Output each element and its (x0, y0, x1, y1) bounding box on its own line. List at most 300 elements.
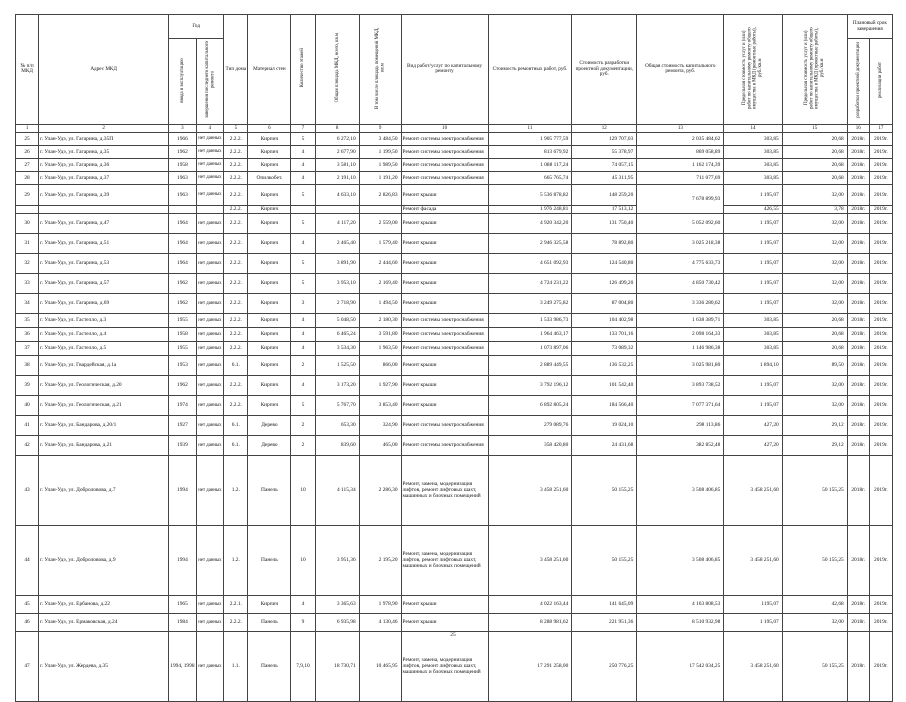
design-cost-cell: 104 402,98 (572, 313, 637, 327)
limit-repair-cell: 427,20 (724, 435, 782, 455)
floors-cell: 4 (291, 158, 315, 171)
repair-cost-cell: 665 765,74 (488, 171, 572, 184)
design-cost-cell: 78 892,80 (572, 233, 637, 253)
total-area-cell: 3 891,90 (315, 253, 359, 273)
row-number: 26 (16, 145, 39, 158)
header-house-type: Тип дома (224, 15, 248, 125)
row-number: 41 (16, 415, 39, 435)
table-row (16, 395, 893, 415)
year-last-repair-cell: нет данных (196, 613, 224, 631)
year-last-repair-cell: нет данных (196, 525, 224, 595)
column-number: 16 (847, 124, 869, 132)
year-last-repair-cell: нет данных (196, 435, 224, 455)
wall-material-cell: Кирпич (248, 145, 291, 158)
house-type-cell: 2.2.2. (224, 341, 248, 355)
premises-area-cell: 2 444,60 (359, 253, 401, 273)
header-year-built: ввода в эксплуатацию (169, 39, 197, 125)
deadline-works-cell: 2019г. (869, 145, 892, 158)
work-type-cell: Ремонт крыши (401, 613, 488, 631)
wall-material-cell: Кирпич (248, 341, 291, 355)
row-number: 43 (16, 455, 39, 525)
premises-area-cell: 3 484,50 (359, 132, 401, 145)
total-area-cell: 1 525,50 (315, 355, 359, 375)
deadline-works-cell: 2019г. (869, 595, 892, 613)
address-cell: г. Улан-Удэ, ул. Ербанова, д.22 (39, 595, 169, 613)
design-cost-cell: 136 532,25 (572, 355, 637, 375)
work-type-cell: Ремонт крыши (401, 184, 488, 205)
deadline-design-cell: 2018г. (847, 355, 869, 375)
table-row (16, 253, 893, 273)
table-row (16, 145, 893, 158)
deadline-works-cell: 2019г. (869, 631, 892, 701)
table-row (16, 525, 893, 595)
limit-design-cell: 32,00 (782, 253, 847, 273)
deadline-works-cell: 2019г. (869, 313, 892, 327)
deadline-design-cell: 2018г. (847, 435, 869, 455)
limit-design-cell: 89,50 (782, 355, 847, 375)
table-row (16, 327, 893, 341)
column-number: 12 (572, 124, 637, 132)
column-number: 9 (359, 124, 401, 132)
year-last-repair-cell: нет данных (196, 184, 224, 205)
header-limit-repair: Предельная стоимость услуг и (или) работ по капитальному ремонту общего имущества в МКД (ремонтные работы), руб./кв.м (724, 15, 782, 125)
table-row (16, 158, 893, 171)
limit-design-cell: 50 155,25 (782, 525, 847, 595)
year-built-cell: 1962 (169, 293, 197, 313)
design-cost-cell: 148 259,20 (572, 184, 637, 205)
column-number: 3 (169, 124, 197, 132)
repair-cost-cell: 2 889 449,55 (488, 355, 572, 375)
house-type-cell: 6.1. (224, 355, 248, 375)
floors-cell: 4 (291, 233, 315, 253)
year-built-cell: 1962 (169, 273, 197, 293)
floors-cell: 4 (291, 327, 315, 341)
total-cost-cell: 711 077,69 (637, 171, 724, 184)
floors-cell: 4 (291, 145, 315, 158)
column-number: 14 (724, 124, 782, 132)
header-design-cost: Стоимость разработки проектной документации, руб. (572, 15, 637, 125)
header-wall-material: Материал стен (248, 15, 291, 125)
repair-cost-cell: 3 249 275,82 (488, 293, 572, 313)
row-number: 42 (16, 435, 39, 455)
total-cost-cell: 382 852,48 (637, 435, 724, 455)
header-repair-cost: Стоимость ремонтных работ, руб. (488, 15, 572, 125)
floors-cell: 3 (291, 293, 315, 313)
year-built-cell: 1962 (169, 375, 197, 395)
wall-material-cell: Опилкобет. (248, 171, 291, 184)
year-last-repair-cell: нет данных (196, 171, 224, 184)
total-cost-cell: 7 077 371,64 (637, 395, 724, 415)
house-type-cell: 2.2.2. (224, 233, 248, 253)
deadline-works-cell: 2019г. (869, 613, 892, 631)
deadline-works-cell: 2019г. (869, 327, 892, 341)
row-number: 46 (16, 613, 39, 631)
premises-area-cell: 1 199,50 (359, 145, 401, 158)
limit-repair-cell: 1 195,07 (724, 253, 782, 273)
total-area-cell: 6 272,10 (315, 132, 359, 145)
wall-material-cell: Панель (248, 455, 291, 525)
address-cell: г. Улан-Удэ, ул. Гагарина, д.39 (39, 184, 169, 205)
limit-design-cell: 32,00 (782, 213, 847, 233)
repair-cost-cell: 4 651 092,93 (488, 253, 572, 273)
total-area-cell: 2 191,10 (315, 171, 359, 184)
table-body (16, 132, 893, 701)
total-cost-cell: 3 025 981,80 (637, 355, 724, 375)
work-type-cell: Ремонт системы электроснабжения (401, 415, 488, 435)
year-built-cell: 1955 (169, 341, 197, 355)
total-area-cell: 6 935,98 (315, 613, 359, 631)
work-type-cell: Ремонт системы электроснабжения (401, 327, 488, 341)
limit-design-cell: 20,68 (782, 313, 847, 327)
year-built-cell: 1966 (169, 132, 197, 145)
year-last-repair-cell: нет данных (196, 631, 224, 701)
repair-cost-cell: 1 073 897,06 (488, 341, 572, 355)
house-type-cell: 2.2.2. (224, 184, 248, 205)
wall-material-cell: Панель (248, 613, 291, 631)
address-cell: г. Улан-Удэ, ул. Гагарина, д.35П (39, 132, 169, 145)
row-number: 47 (16, 631, 39, 701)
total-area-cell: 4 115,34 (315, 455, 359, 525)
work-type-cell: Ремонт крыши (401, 253, 488, 273)
deadline-design-cell: 2018г. (847, 171, 869, 184)
work-type-cell: Ремонт, замена, модернизация лифтов, ремонт лифтовых шахт, машинных и блочных помещений (401, 455, 488, 525)
year-last-repair-cell: нет данных (196, 158, 224, 171)
year-built-cell: 1939 (169, 435, 197, 455)
row-number: 30 (16, 213, 39, 233)
premises-area-cell: 3 853,40 (359, 395, 401, 415)
table-row (16, 293, 893, 313)
total-area-cell: 4 117,20 (315, 213, 359, 233)
premises-area-cell (359, 205, 401, 213)
premises-area-cell: 1 579,40 (359, 233, 401, 253)
limit-repair-cell: 3 458 251,60 (724, 631, 782, 701)
table-row (16, 455, 893, 525)
design-cost-cell: 129 707,03 (572, 132, 637, 145)
premises-area-cell: 2 559,00 (359, 213, 401, 233)
year-last-repair-cell: нет данных (196, 395, 224, 415)
row-number: 35 (16, 313, 39, 327)
table-row (16, 355, 893, 375)
wall-material-cell: Кирпич (248, 273, 291, 293)
repair-cost-cell: 4 724 231,22 (488, 273, 572, 293)
premises-area-cell: 4 130,46 (359, 613, 401, 631)
year-last-repair-cell: нет данных (196, 145, 224, 158)
premises-area-cell: 2 169,40 (359, 273, 401, 293)
design-cost-cell: 24 431,68 (572, 435, 637, 455)
year-last-repair-cell: нет данных (196, 313, 224, 327)
limit-repair-cell: 1 195,07 (724, 375, 782, 395)
repair-cost-cell: 17 291 258,00 (488, 631, 572, 701)
premises-area-cell: 2 286,30 (359, 455, 401, 525)
year-built-cell: 1958 (169, 158, 197, 171)
floors-cell: 2 (291, 435, 315, 455)
wall-material-cell: Дерево (248, 415, 291, 435)
table-row (16, 631, 893, 701)
deadline-works-cell: 2019г. (869, 233, 892, 253)
total-area-cell: 18 730,71 (315, 631, 359, 701)
wall-material-cell: Кирпич (248, 205, 291, 213)
limit-repair-cell: 1 195,07 (724, 273, 782, 293)
row-number: 39 (16, 375, 39, 395)
deadline-design-cell: 2018г. (847, 631, 869, 701)
work-type-cell: Ремонт крыши (401, 355, 488, 375)
house-type-cell: 2.2.2. (224, 253, 248, 273)
limit-design-cell: 50 155,25 (782, 455, 847, 525)
limit-design-cell: 32,00 (782, 395, 847, 415)
house-type-cell: 2.2.1. (224, 595, 248, 613)
year-last-repair-cell: нет данных (196, 415, 224, 435)
wall-material-cell: Дерево (248, 435, 291, 455)
total-area-cell: 5 048,50 (315, 313, 359, 327)
total-cost-cell: 3 336 280,62 (637, 293, 724, 313)
deadline-design-cell: 2018г. (847, 341, 869, 355)
design-cost-cell: 101 542,40 (572, 375, 637, 395)
wall-material-cell: Панель (248, 631, 291, 701)
work-type-cell: Ремонт системы электроснабжения (401, 171, 488, 184)
table-row (16, 341, 893, 355)
house-type-cell: 2.2.2. (224, 171, 248, 184)
limit-design-cell: 32,00 (782, 273, 847, 293)
house-type-cell: 2.2.2. (224, 613, 248, 631)
wall-material-cell: Кирпич (248, 395, 291, 415)
column-number: 5 (224, 124, 248, 132)
total-cost-cell: 3 025 218,38 (637, 233, 724, 253)
design-cost-cell: 73 089,32 (572, 341, 637, 355)
wall-material-cell: Кирпич (248, 313, 291, 327)
design-cost-cell: 50 155,25 (572, 455, 637, 525)
work-type-cell: Ремонт, замена, модернизация лифтов, ремонт лифтовых шахт, машинных и блочных помещений (401, 631, 488, 701)
deadline-design-cell: 2018г. (847, 184, 869, 205)
row-number: 38 (16, 355, 39, 375)
wall-material-cell: Панель (248, 525, 291, 595)
deadline-design-cell: 2018г. (847, 293, 869, 313)
address-cell: г. Улан-Удэ, ул. Бандарова, д.20/1 (39, 415, 169, 435)
year-built-cell: 1994 (169, 525, 197, 595)
limit-design-cell: 20,68 (782, 132, 847, 145)
house-type-cell: 1.2. (224, 525, 248, 595)
house-type-cell: 6.1. (224, 435, 248, 455)
row-number: 29 (16, 184, 39, 205)
total-area-cell: 3 581,10 (315, 158, 359, 171)
year-built-cell: 1994, 1998 (169, 631, 197, 701)
deadline-works-cell: 2019г. (869, 415, 892, 435)
premises-area-cell: 1 989,50 (359, 158, 401, 171)
wall-material-cell: Кирпич (248, 213, 291, 233)
year-built-cell: 1955 (169, 313, 197, 327)
design-cost-cell: 126 499,20 (572, 273, 637, 293)
address-cell: г. Улан-Удэ, ул. Доброловова, д.9 (39, 525, 169, 595)
year-last-repair-cell: нет данных (196, 455, 224, 525)
floors-cell: 5 (291, 253, 315, 273)
design-cost-cell: 131 750,40 (572, 213, 637, 233)
table-row (16, 233, 893, 253)
premises-area-cell: 10 465,95 (359, 631, 401, 701)
header-deadline-works: реализации работ (869, 39, 892, 125)
premises-area-cell: 1 494,50 (359, 293, 401, 313)
deadline-works-cell: 2019г. (869, 205, 892, 213)
deadline-design-cell: 2018г. (847, 233, 869, 253)
limit-repair-cell: 1 195,07 (724, 213, 782, 233)
deadline-design-cell: 2018г. (847, 253, 869, 273)
work-type-cell: Ремонт крыши (401, 375, 488, 395)
deadline-design-cell: 2018г. (847, 205, 869, 213)
year-built-cell: 1964 (169, 233, 197, 253)
row-number: 37 (16, 341, 39, 355)
limit-design-cell: 50 155,25 (782, 631, 847, 701)
house-type-cell: 6.1. (224, 415, 248, 435)
floors-cell: 5 (291, 395, 315, 415)
total-cost-cell: 4 163 808,53 (637, 595, 724, 613)
total-area-cell: 3 953,10 (315, 273, 359, 293)
address-cell: г. Улан-Удэ, ул. Гагарина, д.37 (39, 171, 169, 184)
address-cell: г. Улан-Удэ, ул. Ермаковская, д.24 (39, 613, 169, 631)
year-last-repair-cell: нет данных (196, 355, 224, 375)
address-cell: г. Улан-Удэ, ул. Гвардейская, д.1а (39, 355, 169, 375)
repair-cost-cell: 1 976 248,81 (488, 205, 572, 213)
address-cell: г. Улан-Удэ, ул. Гастелло, д.4 (39, 327, 169, 341)
premises-area-cell: 324,90 (359, 415, 401, 435)
work-type-cell: Ремонт крыши (401, 293, 488, 313)
row-number (16, 205, 39, 213)
total-cost-cell: 5 052 092,60 (637, 213, 724, 233)
premises-area-cell: 2 195,20 (359, 525, 401, 595)
capital-repair-table (15, 14, 893, 702)
table-row (16, 205, 893, 213)
deadline-design-cell: 2018г. (847, 313, 869, 327)
limit-repair-cell: 303,85 (724, 313, 782, 327)
address-cell: г. Улан-Удэ, ул. Гагарина, д.57 (39, 273, 169, 293)
floors-cell: 4 (291, 595, 315, 613)
total-area-cell: 3 365,63 (315, 595, 359, 613)
total-cost-cell: 2 035 484,62 (637, 132, 724, 145)
deadline-design-cell: 2018г. (847, 158, 869, 171)
limit-repair-cell: 3 458 251,60 (724, 525, 782, 595)
row-number: 25 (16, 132, 39, 145)
column-number: 2 (39, 124, 169, 132)
design-cost-cell: 141 645,09 (572, 595, 637, 613)
limit-repair-cell: 3 458 251,60 (724, 455, 782, 525)
year-built-cell: 1964 (169, 253, 197, 273)
floors-cell: 4 (291, 375, 315, 395)
work-type-cell: Ремонт системы электроснабжения (401, 313, 488, 327)
premises-area-cell: 866,00 (359, 355, 401, 375)
row-number: 34 (16, 293, 39, 313)
limit-design-cell: 20,68 (782, 341, 847, 355)
premises-area-cell: 3 591,80 (359, 327, 401, 341)
limit-design-cell: 32,00 (782, 293, 847, 313)
deadline-design-cell: 2018г. (847, 455, 869, 525)
limit-design-cell: 20,68 (782, 327, 847, 341)
address-cell: г. Улан-Удэ, ул. Гагарина, д.69 (39, 293, 169, 313)
deadline-works-cell: 2019г. (869, 341, 892, 355)
premises-area-cell: 1 927,90 (359, 375, 401, 395)
limit-design-cell: 42,68 (782, 595, 847, 613)
floors-cell: 4 (291, 313, 315, 327)
column-number: 7 (291, 124, 315, 132)
work-type-cell: Ремонт крыши (401, 273, 488, 293)
header-total-cost: Общая стоимость капитального ремонта, руб. (637, 15, 724, 125)
limit-design-cell: 32,00 (782, 184, 847, 205)
deadline-works-cell: 2019г. (869, 525, 892, 595)
row-number: 32 (16, 253, 39, 273)
limit-repair-cell: 1 195,07 (724, 293, 782, 313)
floors-cell: 2 (291, 415, 315, 435)
header-work-type: Вид работ/услуг по капитальному ремонту (401, 15, 488, 125)
floors-cell: 2 (291, 355, 315, 375)
design-cost-cell: 133 701,16 (572, 327, 637, 341)
house-type-cell: 2.2.2. (224, 273, 248, 293)
deadline-works-cell: 2019г. (869, 273, 892, 293)
floors-cell: 10 (291, 525, 315, 595)
total-cost-cell: 298 113,86 (637, 415, 724, 435)
design-cost-cell: 17 513,12 (572, 205, 637, 213)
header-deadline-design: разработки проектной документации (847, 39, 869, 125)
year-built-cell (169, 205, 197, 213)
design-cost-cell: 221 951,36 (572, 613, 637, 631)
year-built-cell: 1963 (169, 171, 197, 184)
deadline-works-cell: 2019г. (869, 171, 892, 184)
work-type-cell: Ремонт системы электроснабжения (401, 145, 488, 158)
year-last-repair-cell: нет данных (196, 253, 224, 273)
limit-repair-cell: 1 195,07 (724, 233, 782, 253)
house-type-cell: 2.2.2. (224, 205, 248, 213)
total-cost-cell: 3 508 406,85 (637, 455, 724, 525)
wall-material-cell: Кирпич (248, 253, 291, 273)
work-type-cell: Ремонт системы электроснабжения (401, 158, 488, 171)
repair-cost-cell: 3 458 251,60 (488, 455, 572, 525)
deadline-design-cell: 2018г. (847, 525, 869, 595)
header-deadline-group: Плановый срок завершения (847, 15, 892, 39)
wall-material-cell: Кирпич (248, 327, 291, 341)
total-cost-cell: 3 508 406,85 (637, 525, 724, 595)
total-cost-cell: 869 058,89 (637, 145, 724, 158)
limit-design-cell: 3,78 (782, 205, 847, 213)
address-cell: г. Улан-Удэ, ул. Гагарина, д.47 (39, 213, 169, 233)
total-cost-cell: 7 678 899,93 (637, 184, 724, 213)
table-row (16, 595, 893, 613)
work-type-cell: Ремонт крыши (401, 395, 488, 415)
house-type-cell: 2.2.2. (224, 395, 248, 415)
deadline-design-cell: 2018г. (847, 375, 869, 395)
house-type-cell: 2.2.2. (224, 293, 248, 313)
deadline-works-cell: 2019г. (869, 435, 892, 455)
repair-cost-cell: 4 920 342,20 (488, 213, 572, 233)
address-cell: г. Улан-Удэ, ул. Гастелло, д.3 (39, 313, 169, 327)
house-type-cell: 1.2. (224, 455, 248, 525)
address-cell: г. Улан-Удэ, ул. Гагарина, д.36 (39, 158, 169, 171)
document-page (15, 14, 893, 702)
limit-repair-cell: 303,85 (724, 158, 782, 171)
year-last-repair-cell: нет данных (196, 293, 224, 313)
limit-repair-cell: 303,85 (724, 171, 782, 184)
repair-cost-cell: 1 533 986,73 (488, 313, 572, 327)
floors-cell: 5 (291, 273, 315, 293)
premises-area-cell: 1 191,20 (359, 171, 401, 184)
year-built-cell: 1927 (169, 415, 197, 435)
total-area-cell: 3 534,30 (315, 341, 359, 355)
house-type-cell: 1.1. (224, 631, 248, 701)
limit-repair-cell: 303,85 (724, 327, 782, 341)
column-number: 15 (782, 124, 847, 132)
house-type-cell: 2.2.2. (224, 213, 248, 233)
header-limit-design: Предельная стоимость услуг и (или) работ по капитальному ремонту общего имущества в МКД (проектные работы), руб./кв.м (782, 15, 847, 125)
row-number: 28 (16, 171, 39, 184)
total-cost-cell: 8 510 932,98 (637, 613, 724, 631)
floors-cell: 5 (291, 132, 315, 145)
work-type-cell: Ремонт крыши (401, 233, 488, 253)
total-area-cell: 2 718,90 (315, 293, 359, 313)
limit-repair-cell: 427,20 (724, 415, 782, 435)
